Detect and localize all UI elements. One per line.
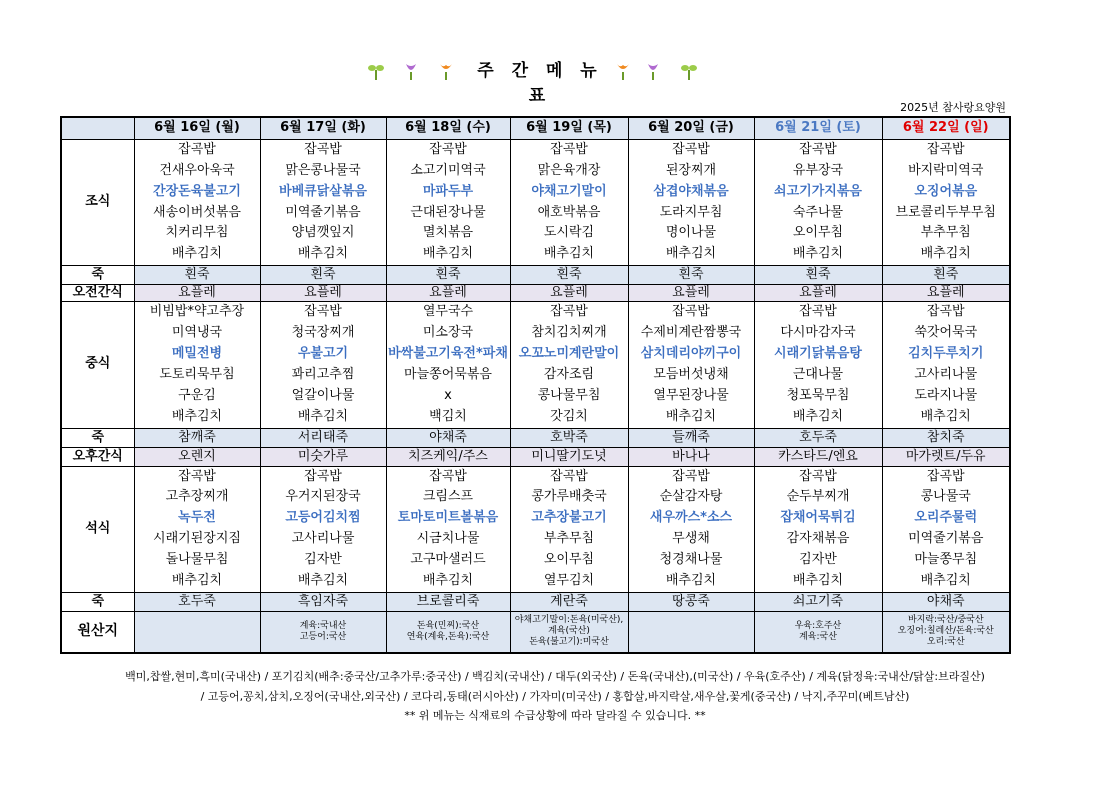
snack-cell: 요플레	[134, 285, 260, 302]
sprout-icon	[678, 60, 700, 82]
day-header: 6월 20일 (금)	[628, 117, 754, 139]
meal-cell	[882, 466, 1010, 592]
menu-item: 구운김	[178, 387, 216, 403]
menu-item: 꽈리고추찜	[291, 366, 355, 382]
menu-item: 갓김치	[550, 408, 588, 424]
menu-item: 유부장국	[792, 162, 844, 178]
origin-cell	[260, 611, 386, 653]
meal-cell	[386, 139, 510, 265]
day-header: 6월 18일 (수)	[386, 117, 510, 139]
menu-item: 잡곡밥	[550, 304, 588, 320]
porridge-cell: 흰죽	[754, 266, 882, 285]
porridge-cell: 호박죽	[510, 428, 628, 447]
menu-item: 순두부찌개	[786, 489, 850, 505]
menu-item: 잡곡밥	[178, 468, 216, 484]
menu-item: 된장찌개	[665, 162, 717, 178]
menu-item: 건새우아욱국	[159, 162, 235, 178]
origin-cell	[134, 611, 260, 653]
sprout-icon	[365, 60, 387, 82]
menu-item: 배추김치	[920, 408, 971, 424]
menu-item: 배추김치	[665, 408, 717, 424]
menu-item: 감자조림	[543, 366, 595, 382]
meal-cell	[260, 466, 386, 592]
menu-item: 맑은육개장	[537, 162, 601, 178]
origin-line: 돈육(불고기):미국산	[529, 637, 609, 648]
meal-cell	[134, 302, 260, 428]
meal-cell	[882, 302, 1010, 428]
menu-item: 잡곡밥	[799, 304, 837, 320]
menu-item: 비빔밥*약고추장	[149, 304, 245, 320]
row-label: 오후간식	[61, 447, 134, 466]
porridge-cell: 땅콩죽	[628, 592, 754, 611]
menu-item: 잡곡밥	[178, 141, 216, 157]
menu-item: 배추김치	[792, 408, 844, 424]
snack-cell: 카스타드/엔요	[754, 447, 882, 466]
juk1-row	[61, 266, 1010, 285]
menu-item: 돌나물무침	[165, 552, 229, 568]
main-dish: 시래기닭볶음탕	[774, 346, 862, 362]
menu-item: 미소장국	[422, 325, 474, 341]
origin-line: 계육:국산	[799, 631, 837, 642]
menu-item: 시래기된장지짐	[153, 531, 241, 547]
row-label: 조식	[61, 139, 134, 265]
menu-item: 콩나물국	[920, 489, 971, 505]
main-dish: 녹두전	[178, 510, 216, 526]
menu-item: 미역줄기볶음	[285, 204, 361, 220]
porridge-cell: 참치죽	[882, 428, 1010, 447]
menu-item: 배추김치	[920, 573, 971, 589]
title-row	[0, 52, 1110, 106]
menu-item: 열무국수	[422, 304, 474, 320]
menu-item: 쑥갓어묵국	[914, 325, 978, 341]
main-dish: 간장돈육불고기	[153, 183, 241, 199]
menu-item: 배추김치	[792, 573, 844, 589]
day-header-saturday: 6월 21일 (토)	[754, 117, 882, 139]
menu-item: 도시락김	[543, 225, 595, 241]
menu-item: 배추김치	[422, 573, 474, 589]
day-header-sunday: 6월 22일 (일)	[882, 117, 1010, 139]
tulip-purple-icon	[400, 60, 422, 82]
menu-item: 오이무침	[792, 225, 844, 241]
menu-item: 배추김치	[422, 246, 474, 262]
meal-cell	[260, 302, 386, 428]
menu-notice: ** 위 메뉴는 식재료의 수급상황에 따라 달라질 수 있습니다. **	[404, 709, 706, 722]
snack-cell: 마가렛트/두유	[882, 447, 1010, 466]
snack-cell: 요플레	[260, 285, 386, 302]
menu-item: 배추김치	[297, 573, 349, 589]
menu-item: 잡곡밥	[304, 304, 342, 320]
main-dish: 야채고기말이	[531, 183, 607, 199]
page-title: 주 간 메 뉴 표	[477, 61, 603, 106]
snack-cell: 오렌지	[134, 447, 260, 466]
day-header-row	[61, 117, 1010, 139]
lunch-row	[61, 302, 1010, 428]
tulip-orange-icon	[612, 60, 634, 82]
origin-cell	[628, 611, 754, 653]
meal-cell	[510, 139, 628, 265]
origin-line: 연육(계육,돈육):국산	[406, 631, 490, 642]
row-label: 죽	[61, 266, 134, 285]
main-dish: 마파두부	[422, 183, 474, 199]
menu-item: 숙주나물	[792, 204, 844, 220]
menu-item: 마늘쫑무침	[914, 552, 978, 568]
weekly-menu-table	[60, 116, 1011, 654]
menu-item: 잡곡밥	[926, 141, 965, 157]
main-dish: 고등어김치찜	[285, 510, 361, 526]
menu-item: 백김치	[429, 408, 467, 424]
main-dish: 토마토미트볼볶음	[397, 510, 499, 526]
meal-cell	[134, 139, 260, 265]
origin-cell	[882, 611, 1010, 653]
meal-cell	[882, 139, 1010, 265]
row-label: 죽	[61, 428, 134, 447]
porridge-cell: 쇠고기죽	[754, 592, 882, 611]
meal-cell	[134, 466, 260, 592]
main-dish: 오리주물럭	[914, 510, 978, 526]
origin-cell	[510, 611, 628, 653]
menu-item: 배추김치	[543, 246, 595, 262]
menu-item: 잡곡밥	[799, 468, 837, 484]
origin-line: 바지락:국산/중국산	[907, 615, 984, 626]
menu-item: 부추무침	[543, 531, 595, 547]
menu-item: 순살감자탕	[659, 489, 723, 505]
menu-item: 맑은콩나물국	[285, 162, 361, 178]
main-dish: 잡채어묵튀김	[780, 510, 856, 526]
main-dish: 바베큐닭살볶음	[279, 183, 367, 199]
menu-item: 잡곡밥	[550, 141, 588, 157]
meal-cell	[628, 139, 754, 265]
menu-item: 우거지된장국	[285, 489, 361, 505]
menu-item: 새송이버섯볶음	[153, 204, 241, 220]
menu-item: 명이나물	[665, 225, 717, 241]
day-header: 6월 17일 (화)	[260, 117, 386, 139]
origin-line: 우육:호주산	[794, 620, 842, 631]
snack-cell: 요플레	[628, 285, 754, 302]
menu-item: 잡곡밥	[799, 141, 837, 157]
menu-item: 열무김치	[543, 573, 595, 589]
menu-item: 도라지무침	[659, 204, 723, 220]
meal-cell	[628, 302, 754, 428]
menu-item: 잡곡밥	[926, 304, 965, 320]
main-dish: 쇠고기가지볶음	[774, 183, 862, 199]
porridge-cell: 흰죽	[628, 266, 754, 285]
menu-item: 멸치볶음	[422, 225, 474, 241]
menu-item: 오이무침	[543, 552, 595, 568]
main-dish: 오징어볶음	[914, 183, 978, 199]
breakfast-row	[61, 139, 1010, 265]
snack_am-row	[61, 285, 1010, 302]
meal-cell	[510, 302, 628, 428]
day-header: 6월 16일 (월)	[134, 117, 260, 139]
menu-item: 무생채	[672, 531, 710, 547]
menu-item: 크림스프	[422, 489, 474, 505]
juk3-row	[61, 592, 1010, 611]
menu-item: 잡곡밥	[429, 141, 467, 157]
menu-item: 고추장찌개	[165, 489, 229, 505]
menu-item: 잡곡밥	[550, 468, 588, 484]
menu-item: 배추김치	[920, 246, 971, 262]
main-dish: 메밀전병	[171, 346, 223, 362]
meal-cell	[628, 466, 754, 592]
day-header: 6월 19일 (목)	[510, 117, 628, 139]
meal-cell	[754, 302, 882, 428]
snack-cell: 요플레	[386, 285, 510, 302]
menu-item: 수제비계란짬뽕국	[640, 325, 742, 341]
menu-item: 잡곡밥	[672, 141, 710, 157]
menu-item: 잡곡밥	[429, 468, 467, 484]
porridge-cell: 들깨죽	[628, 428, 754, 447]
snack-cell: 요플레	[882, 285, 1010, 302]
main-dish: 삼겹야채볶음	[653, 183, 729, 199]
menu-item: 배추김치	[171, 246, 223, 262]
corner-cell	[61, 117, 134, 139]
meal-cell	[510, 466, 628, 592]
menu-item: 얼갈이나물	[291, 387, 355, 403]
main-dish: 새우까스*소스	[649, 510, 733, 526]
menu-item: 다시마감자국	[780, 325, 856, 341]
menu-item: 배추김치	[792, 246, 844, 262]
porridge-cell: 흑임자죽	[260, 592, 386, 611]
menu-item: 고사리나물	[291, 531, 355, 547]
menu-item: 김자반	[304, 552, 342, 568]
menu-item: 배추김치	[665, 246, 717, 262]
menu-item: 미역냉국	[171, 325, 223, 341]
main-dish: 삼치데리야끼구이	[640, 346, 742, 362]
main-dish: 우불고기	[297, 346, 349, 362]
porridge-cell: 흰죽	[510, 266, 628, 285]
menu-item: 잡곡밥	[304, 468, 342, 484]
porridge-cell: 서리태죽	[260, 428, 386, 447]
menu-item: 배추김치	[297, 246, 349, 262]
menu-item: 청경채나물	[659, 552, 723, 568]
main-dish: 바싹불고기육전*파채	[388, 346, 508, 362]
menu-item: 마늘쫑어묵볶음	[404, 366, 492, 382]
porridge-cell: 브로콜리죽	[386, 592, 510, 611]
meal-cell	[386, 302, 510, 428]
porridge-cell: 흰죽	[882, 266, 1010, 285]
menu-item: 고구마샐러드	[410, 552, 486, 568]
origin-cell	[754, 611, 882, 653]
menu-item: 배추김치	[171, 408, 223, 424]
porridge-cell: 계란죽	[510, 592, 628, 611]
meal-cell	[754, 466, 882, 592]
organization-label: 2025년 참사랑요양원	[900, 101, 1006, 114]
menu-item: 고사리나물	[914, 366, 978, 382]
snack-cell: 미숫가루	[260, 447, 386, 466]
main-dish: 김치두루치기	[908, 346, 984, 362]
menu-item: 근대나물	[792, 366, 844, 382]
menu-item: 근대된장나물	[410, 204, 486, 220]
snack-cell: 치즈케익/주스	[386, 447, 510, 466]
menu-item: 배추김치	[171, 573, 223, 589]
row-label: 죽	[61, 592, 134, 611]
menu-item: 브로콜리두부무침	[895, 204, 996, 220]
menu-item: x	[444, 387, 452, 403]
menu-item: 청국장찌개	[291, 325, 355, 341]
row-label: 중식	[61, 302, 134, 428]
menu-item: 바지락미역국	[908, 162, 984, 178]
snack-cell: 미니딸기도넛	[510, 447, 628, 466]
origin-footnote-1: 백미,찹쌀,현미,흑미(국내산) / 포기김치(배추:중국산/고추가루:중국산) / 백김치(국내산) / 대두(외국산) / 돈육(국내산),(미국산) / 우육(호주산) / 계육(닭정육:국내산/닭살:브라질산)	[125, 670, 985, 683]
porridge-cell: 흰죽	[260, 266, 386, 285]
snack-cell: 요플레	[510, 285, 628, 302]
porridge-cell: 참깨죽	[134, 428, 260, 447]
menu-item: 도라지나물	[914, 387, 978, 403]
dinner-row	[61, 466, 1010, 592]
menu-item: 김자반	[799, 552, 837, 568]
menu-item: 잡곡밥	[304, 141, 342, 157]
menu-item: 부추무침	[920, 225, 971, 241]
row-label: 석식	[61, 466, 134, 592]
menu-item: 잡곡밥	[672, 304, 710, 320]
origin-cell	[386, 611, 510, 653]
porridge-cell: 흰죽	[386, 266, 510, 285]
menu-item: 열무된장나물	[653, 387, 729, 403]
origin-line: 오리:국산	[926, 637, 965, 648]
menu-item: 치커리무침	[165, 225, 229, 241]
snack_pm-row	[61, 447, 1010, 466]
menu-item: 소고기미역국	[410, 162, 486, 178]
snack-cell: 요플레	[754, 285, 882, 302]
menu-item: 잡곡밥	[926, 468, 965, 484]
row-label: 원산지	[61, 611, 134, 653]
origin-line: 돈육(민찌):국산	[416, 620, 480, 631]
menu-item: 도토리묵무침	[159, 366, 235, 382]
meal-cell	[754, 139, 882, 265]
origin-line: 고등어:국산	[299, 631, 347, 642]
porridge-cell: 호두죽	[754, 428, 882, 447]
main-dish: 고추장불고기	[531, 510, 607, 526]
main-dish: 오꼬노미계란말이	[518, 346, 620, 362]
menu-item: 콩나물무침	[537, 387, 601, 403]
origin-line: 오징어:칠레산/돈육:국산	[897, 626, 994, 637]
origin-footnote-2: / 고등어,꽁치,삼치,오징어(국내산,외국산) / 코다리,동태(러시아산) / 가자미(미국산) / 홍합살,바지락살,새우살,꽃게(중국산) / 낙지,주꾸미(베트남산)	[200, 690, 910, 703]
porridge-cell: 흰죽	[134, 266, 260, 285]
origin-line: 계육:국내산	[299, 620, 347, 631]
menu-item: 애호박볶음	[537, 204, 601, 220]
meal-cell	[260, 139, 386, 265]
juk2-row	[61, 428, 1010, 447]
menu-item: 잡곡밥	[672, 468, 710, 484]
tulip-orange-icon	[435, 60, 457, 82]
menu-item: 배추김치	[297, 408, 349, 424]
tulip-purple-icon	[642, 60, 664, 82]
porridge-cell: 호두죽	[134, 592, 260, 611]
menu-item: 배추김치	[665, 573, 717, 589]
menu-item: 시금치나물	[416, 531, 480, 547]
porridge-cell: 야채죽	[386, 428, 510, 447]
menu-item: 감자채볶음	[786, 531, 850, 547]
snack-cell: 바나나	[628, 447, 754, 466]
menu-item: 콩가루배춧국	[531, 489, 607, 505]
meal-cell	[386, 466, 510, 592]
menu-item: 청포묵무침	[786, 387, 850, 403]
menu-item: 참치김치찌개	[531, 325, 607, 341]
origin-line: 야채고기말이:돈육(미국산), 계육(국산)	[514, 615, 624, 637]
menu-item: 양념깻잎지	[291, 225, 355, 241]
row-label: 오전간식	[61, 285, 134, 302]
porridge-cell: 야채죽	[882, 592, 1010, 611]
menu-item: 모듬버섯냉채	[653, 366, 729, 382]
menu-item: 미역줄기볶음	[908, 531, 984, 547]
origin-row	[61, 611, 1010, 653]
